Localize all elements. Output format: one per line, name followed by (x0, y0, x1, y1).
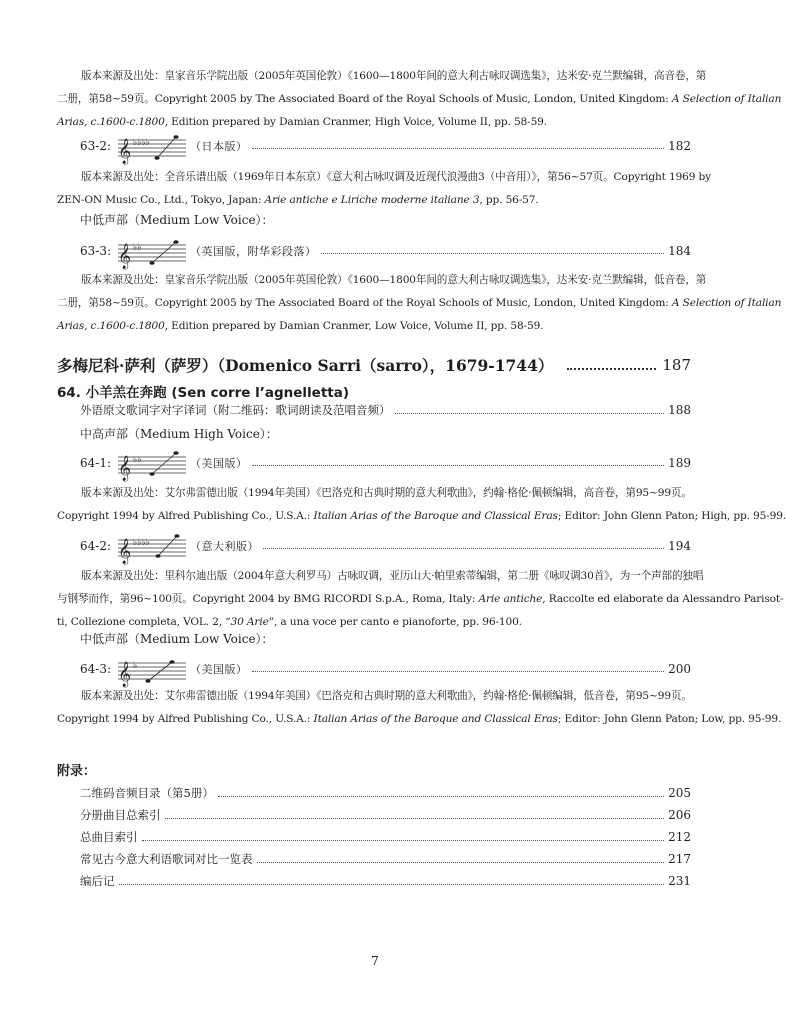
voice-heading: 中低声部（Medium Low Voice）： (80, 632, 274, 646)
translation-label: 外语原文歌词字对字译词（附二维码：歌词朗读及范唱音频） (80, 403, 391, 417)
entry-code: 63-3: (80, 244, 112, 258)
source-line: ti, Collezione completa, VOL. 2, “30 Arie”, a una voce per canto e pianoforte, pp. 96-100. (57, 616, 522, 628)
leader-dots (321, 252, 665, 254)
source-line: 版本来源及出处：全音乐谱出版（1969年日本东京）《意大利古咏叹调及近现代浪漫曲3（中音用）》，第56~57页。Copyright 1969 by (81, 171, 712, 183)
song-title: 64. 小羊羔在奔跑 (Sen corre l’agnelletta) (57, 385, 350, 401)
vocal-range-staff-icon (116, 236, 190, 269)
source-note (57, 565, 784, 634)
appendix-item[interactable] (80, 807, 691, 823)
composer-name: 多梅尼科·萨利（萨罗）（Domenico Sarri（sarro），1679-1744） (57, 356, 554, 375)
page-ref: 200 (668, 662, 691, 676)
source-note (57, 482, 786, 528)
appendix-item[interactable] (80, 851, 691, 867)
page-ref: 189 (668, 456, 691, 470)
edition-label: （美国版） (190, 663, 248, 676)
source-line: 版本来源及出处：皇家音乐学院出版（2005年英国伦敦）《1600—1800年间的意大利古咏叹调选集》，达米安·克兰默编辑，低音卷，第 (81, 274, 707, 286)
source-line: Arias, c.1600-c.1800, Edition prepared by Damian Cranmer, Low Voice, Volume II, pp. 58-59. (57, 320, 544, 332)
source-line: 二册，第58~59页。Copyright 2005 by The Associated Board of the Royal Schools of Music, London, United Kingdom: A Selection of Italian (57, 297, 782, 309)
entry-code: 64-3: (80, 662, 112, 676)
source-line: Arias, c.1600-c.1800, Edition prepared by Damian Cranmer, High Voice, Volume II, pp. 58-59. (57, 116, 547, 128)
edition-entry[interactable] (80, 654, 691, 687)
vocal-range-staff-icon (116, 654, 190, 687)
svg-text:♭♭: ♭♭ (133, 455, 142, 465)
edition-entry[interactable] (80, 236, 691, 269)
page-ref: 206 (668, 808, 691, 822)
translation-entry[interactable] (80, 402, 691, 418)
svg-text:𝄞: 𝄞 (118, 139, 132, 164)
vocal-range-staff-icon (116, 131, 190, 164)
source-note (57, 166, 712, 212)
page-number: 7 (371, 954, 379, 968)
leader-dots (263, 547, 664, 549)
svg-text:𝄞: 𝄞 (118, 244, 132, 269)
page-ref: 182 (668, 139, 691, 153)
svg-text:𝄞: 𝄞 (118, 456, 132, 481)
source-note (57, 65, 782, 134)
source-line: Copyright 1994 by Alfred Publishing Co., U.S.A.: Italian Arias of the Baroque and Classical Eras; Editor: John Glenn Paton; Low, pp. 95-99. (57, 713, 782, 725)
leader-dots (142, 840, 665, 841)
edition-label: （日本版） (190, 140, 248, 153)
svg-text:♭♭♭♭: ♭♭♭♭ (133, 138, 150, 148)
page-ref: 212 (668, 830, 691, 844)
appendix-item[interactable] (80, 785, 691, 801)
source-line: 二册，第58~59页。Copyright 2005 by The Associated Board of the Royal Schools of Music, London, United Kingdom: A Selection of Italian (57, 93, 782, 105)
svg-text:𝄞: 𝄞 (118, 539, 132, 564)
leader-dots (252, 670, 665, 672)
voice-heading: 中低声部（Medium Low Voice）： (80, 213, 274, 227)
appendix-heading: 附录： (57, 764, 97, 779)
leader-dots (252, 464, 665, 466)
appendix-label: 编后记 (80, 874, 115, 888)
appendix-label: 分册曲目总索引 (80, 808, 161, 822)
leader-dots (567, 368, 656, 370)
vocal-range-staff-icon (116, 448, 190, 481)
appendix-label: 总曲目索引 (80, 830, 138, 844)
source-line: 版本来源及出处：艾尔弗雷德出版（1994年美国）《巴洛克和古典时期的意大利歌曲》，约翰·格伦·佩顿编辑，低音卷，第95~99页。 (81, 690, 692, 702)
source-note (57, 685, 782, 731)
page-ref: 205 (668, 786, 691, 800)
appendix-label: 常见古今意大利语歌词对比一览表 (80, 852, 253, 866)
appendix-item[interactable] (80, 829, 691, 845)
edition-entry[interactable] (80, 531, 691, 564)
entry-code: 64-2: (80, 539, 112, 553)
source-line: Copyright 1994 by Alfred Publishing Co., U.S.A.: Italian Arias of the Baroque and Classical Eras; Editor: John Glenn Paton; High, pp. 95-99. (57, 510, 786, 522)
source-note (57, 269, 782, 338)
svg-text:♭: ♭ (133, 661, 138, 671)
page-ref: 184 (668, 244, 691, 258)
entry-code: 64-1: (80, 456, 112, 470)
svg-text:♭♭: ♭♭ (133, 243, 142, 253)
page-ref: 231 (668, 874, 691, 888)
page-ref: 217 (668, 852, 691, 866)
edition-entry[interactable] (80, 131, 691, 164)
leader-dots (257, 862, 665, 863)
source-line: 版本来源及出处：皇家音乐学院出版（2005年英国伦敦）《1600—1800年间的意大利古咏叹调选集》，达米安·克兰默编辑，高音卷，第 (81, 70, 707, 82)
composer-heading[interactable] (57, 354, 691, 376)
source-line: 版本来源及出处：艾尔弗雷德出版（1994年美国）《巴洛克和古典时期的意大利歌曲》，约翰·格伦·佩顿编辑，高音卷，第95~99页。 (81, 487, 692, 499)
leader-dots (218, 796, 664, 797)
voice-heading: 中高声部（Medium High Voice）： (80, 427, 278, 441)
source-line: 与钢琴而作，第96~100页。Copyright 2004 by BMG RICORDI S.p.A., Roma, Italy: Arie antiche, Raccolte ed elaborate da Alessandro Parisot- (57, 593, 784, 605)
leader-dots (119, 884, 665, 885)
svg-text:♭♭♭♭: ♭♭♭♭ (133, 538, 150, 548)
edition-entry[interactable] (80, 448, 691, 481)
edition-label: （意大利版） (190, 540, 259, 553)
entry-code: 63-2: (80, 139, 112, 153)
appendix-label: 二维码音频目录（第5册） (80, 786, 214, 800)
edition-label: （英国版，附华彩段落） (190, 245, 317, 258)
leader-dots (252, 147, 665, 149)
appendix-item[interactable] (80, 873, 691, 889)
page-ref: 194 (668, 539, 691, 553)
leader-dots (395, 413, 665, 414)
page-ref: 188 (668, 403, 691, 417)
edition-label: （美国版） (190, 457, 248, 470)
page-ref: 187 (662, 356, 691, 374)
leader-dots (165, 818, 665, 819)
svg-text:𝄞: 𝄞 (118, 662, 132, 687)
source-line: 版本来源及出处：里科尔迪出版（2004年意大利罗马）古咏叹调，亚历山大·帕里索蒂编辑，第二册《咏叹调30首》，为一个声部的独唱 (81, 570, 704, 582)
source-line: ZEN-ON Music Co., Ltd., Tokyo, Japan: Arie antiche e Liriche moderne italiane 3, pp. 56-57. (57, 194, 539, 206)
vocal-range-staff-icon (116, 531, 190, 564)
